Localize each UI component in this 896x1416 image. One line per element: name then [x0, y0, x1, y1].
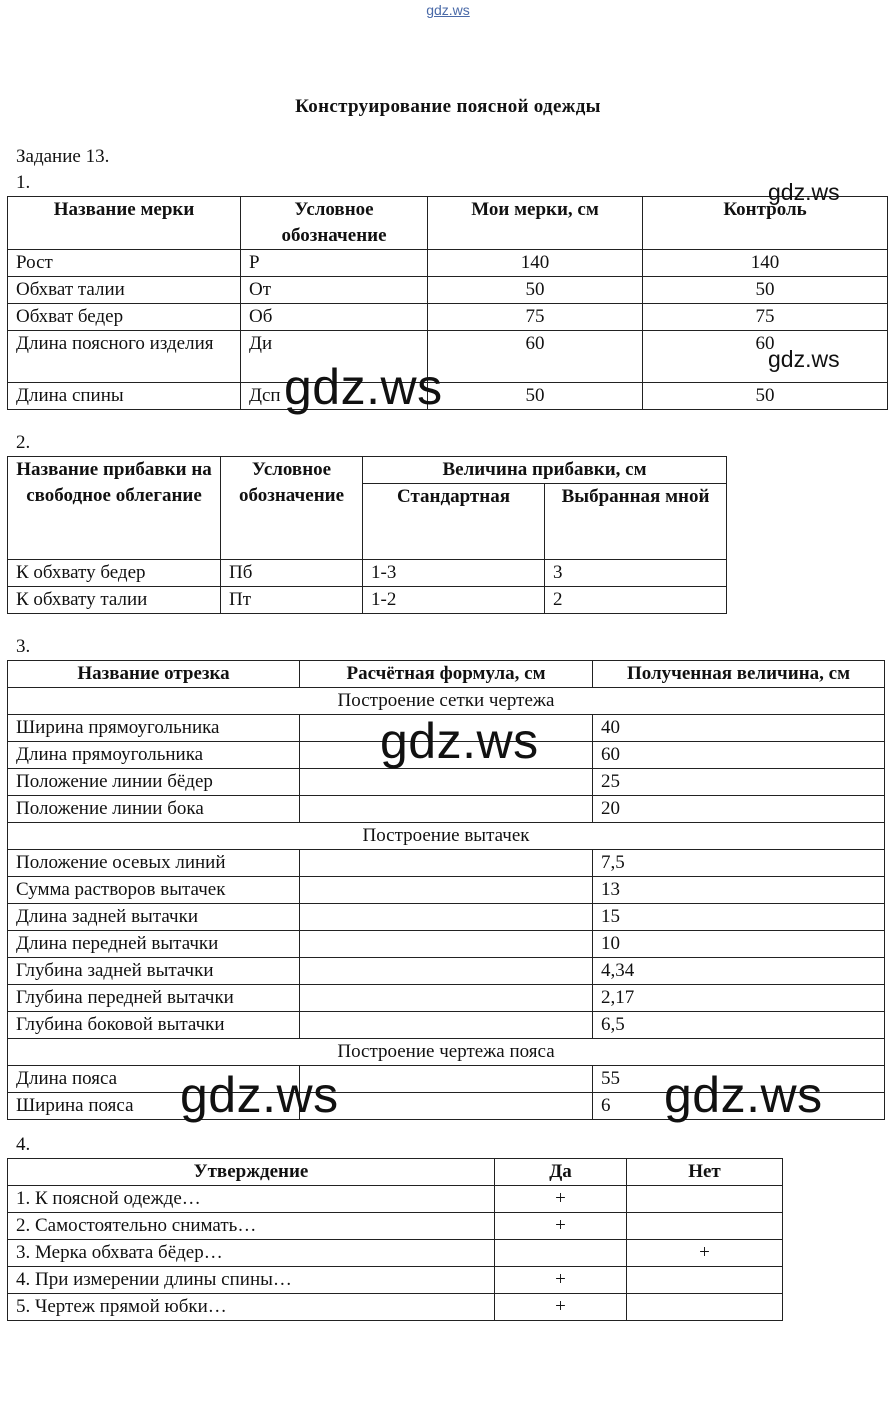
table-row — [8, 1012, 885, 1039]
section-1-number: 1. — [16, 172, 31, 193]
table-row — [8, 769, 885, 796]
col-header-my-measures: Мои мерки, см — [428, 197, 643, 250]
cell-name: Глубина боковой вытачки — [8, 1012, 300, 1039]
cell-result: 15 — [593, 904, 885, 931]
cell-formula — [300, 769, 593, 796]
cell-symbol: От — [241, 277, 428, 304]
watermark: gdz.ws — [284, 359, 443, 415]
table-row — [8, 850, 885, 877]
cell-name: Длина задней вытачки — [8, 904, 300, 931]
col-header-chosen: Выбранная мной — [545, 484, 727, 560]
cell-symbol: Р — [241, 250, 428, 277]
col-header-statement: Утверждение — [8, 1159, 495, 1186]
table-row — [8, 1267, 783, 1294]
col-header-symbol: Условное обозначение — [221, 457, 363, 560]
cell-formula — [300, 958, 593, 985]
cell-symbol: Ди — [241, 331, 428, 383]
cell-chosen: 2 — [545, 587, 727, 614]
section-row-darts: Построение вытачек — [8, 823, 885, 850]
cell-result: 6,5 — [593, 1012, 885, 1039]
cell-result: 13 — [593, 877, 885, 904]
cell-my-value: 50 — [428, 277, 643, 304]
col-header-no: Нет — [627, 1159, 783, 1186]
cell-yes: + — [495, 1267, 627, 1294]
cell-name: Ширина пояса — [8, 1093, 300, 1120]
table-row — [8, 331, 888, 383]
col-header-segment-name: Название отрезка — [8, 661, 300, 688]
cell-my-value: 140 — [428, 250, 643, 277]
table-row — [8, 1213, 783, 1240]
cell-result: 4,34 — [593, 958, 885, 985]
cell-name: К обхвату бедер — [8, 560, 221, 587]
cell-result: 2,17 — [593, 985, 885, 1012]
section-row-grid: Построение сетки чертежа — [8, 688, 885, 715]
cell-statement: 1. К поясной одежде… — [8, 1186, 495, 1213]
measurements-table — [7, 196, 888, 410]
cell-control-value: 75 — [643, 304, 888, 331]
cell-result: 40 — [593, 715, 885, 742]
table-row — [8, 958, 885, 985]
col-header-symbol: Условное обозначение — [241, 197, 428, 250]
cell-name: К обхвату талии — [8, 587, 221, 614]
watermark: gdz.ws — [380, 713, 539, 769]
table-row — [8, 796, 885, 823]
table-row — [8, 304, 888, 331]
cell-control-value: 140 — [643, 250, 888, 277]
cell-result: 7,5 — [593, 850, 885, 877]
cell-result: 25 — [593, 769, 885, 796]
cell-name: Положение линии бёдер — [8, 769, 300, 796]
col-header-control: Контроль — [643, 197, 888, 250]
cell-result: 10 — [593, 931, 885, 958]
cell-statement: 4. При измерении длины спины… — [8, 1267, 495, 1294]
cell-standard: 1-3 — [363, 560, 545, 587]
table-row — [8, 1294, 783, 1321]
cell-chosen: 3 — [545, 560, 727, 587]
cell-name: Сумма растворов вытачек — [8, 877, 300, 904]
col-header-yes: Да — [495, 1159, 627, 1186]
cell-name: Глубина задней вытачки — [8, 958, 300, 985]
cell-standard: 1-2 — [363, 587, 545, 614]
table-row — [8, 250, 888, 277]
col-header-allowance-name: Название прибавки на свободное облегание — [8, 457, 221, 560]
table-row — [8, 383, 888, 410]
document-title: Конструирование поясной одежды — [295, 96, 601, 117]
cell-formula — [300, 877, 593, 904]
cell-no — [627, 1267, 783, 1294]
cell-result: 20 — [593, 796, 885, 823]
cell-statement: 3. Мерка обхвата бёдер… — [8, 1240, 495, 1267]
cell-no — [627, 1213, 783, 1240]
cell-my-value: 75 — [428, 304, 643, 331]
col-header-allowance-value: Величина прибавки, см — [363, 457, 727, 484]
section-3-number: 3. — [16, 636, 31, 657]
cell-result: 6 — [593, 1093, 885, 1120]
table-row — [8, 277, 888, 304]
cell-name: Длина передней вытачки — [8, 931, 300, 958]
cell-symbol: Пт — [221, 587, 363, 614]
cell-name: Положение линии бока — [8, 796, 300, 823]
cell-symbol: Пб — [221, 560, 363, 587]
cell-formula — [300, 1066, 593, 1093]
table-row — [8, 904, 885, 931]
cell-result: 55 — [593, 1066, 885, 1093]
task-label: Задание 13. — [16, 146, 110, 167]
section-2-number: 2. — [16, 432, 31, 453]
cell-control-value: 50 — [643, 383, 888, 410]
cell-yes: + — [495, 1213, 627, 1240]
watermark: gdz.ws — [180, 1067, 339, 1123]
cell-formula — [300, 796, 593, 823]
cell-yes — [495, 1240, 627, 1267]
section-4-number: 4. — [16, 1134, 31, 1155]
table-row — [8, 985, 885, 1012]
cell-control-value: 60 — [643, 331, 888, 383]
cell-symbol: Дсп — [241, 383, 428, 410]
cell-name: Длина спины — [8, 383, 241, 410]
col-header-result: Полученная величина, см — [593, 661, 885, 688]
cell-name: Ширина прямоугольника — [8, 715, 300, 742]
table-row — [8, 587, 727, 614]
cell-formula — [300, 931, 593, 958]
cell-name: Обхват талии — [8, 277, 241, 304]
cell-formula — [300, 985, 593, 1012]
col-header-formula: Расчётная формула, см — [300, 661, 593, 688]
cell-no: + — [627, 1240, 783, 1267]
section-row-waistband: Построение чертежа пояса — [8, 1039, 885, 1066]
cell-yes: + — [495, 1294, 627, 1321]
cell-control-value: 50 — [643, 277, 888, 304]
cell-name: Длина пояса — [8, 1066, 300, 1093]
cell-formula — [300, 850, 593, 877]
cell-name: Глубина передней вытачки — [8, 985, 300, 1012]
cell-no — [627, 1294, 783, 1321]
table-row — [8, 877, 885, 904]
cell-formula — [300, 904, 593, 931]
allowances-table — [7, 456, 727, 614]
watermark: gdz.ws — [768, 179, 840, 205]
table-row — [8, 560, 727, 587]
statements-table — [7, 1158, 783, 1321]
table-row — [8, 931, 885, 958]
cell-my-value: 50 — [428, 383, 643, 410]
table-row — [8, 1240, 783, 1267]
cell-yes: + — [495, 1186, 627, 1213]
cell-my-value: 60 — [428, 331, 643, 383]
watermark: gdz.ws — [768, 346, 840, 372]
site-link[interactable]: gdz.ws — [426, 2, 470, 18]
cell-name: Рост — [8, 250, 241, 277]
watermark: gdz.ws — [664, 1067, 823, 1123]
cell-result: 60 — [593, 742, 885, 769]
col-header-standard: Стандартная — [363, 484, 545, 560]
cell-name: Длина прямоугольника — [8, 742, 300, 769]
cell-symbol: Об — [241, 304, 428, 331]
col-header-measure-name: Название мерки — [8, 197, 241, 250]
cell-name: Обхват бедер — [8, 304, 241, 331]
cell-statement: 5. Чертеж прямой юбки… — [8, 1294, 495, 1321]
cell-statement: 2. Самостоятельно снимать… — [8, 1213, 495, 1240]
cell-formula — [300, 1012, 593, 1039]
cell-name: Положение осевых линий — [8, 850, 300, 877]
cell-no — [627, 1186, 783, 1213]
table-row — [8, 1186, 783, 1213]
cell-name: Длина поясного изделия — [8, 331, 241, 383]
cell-formula — [300, 1093, 593, 1120]
